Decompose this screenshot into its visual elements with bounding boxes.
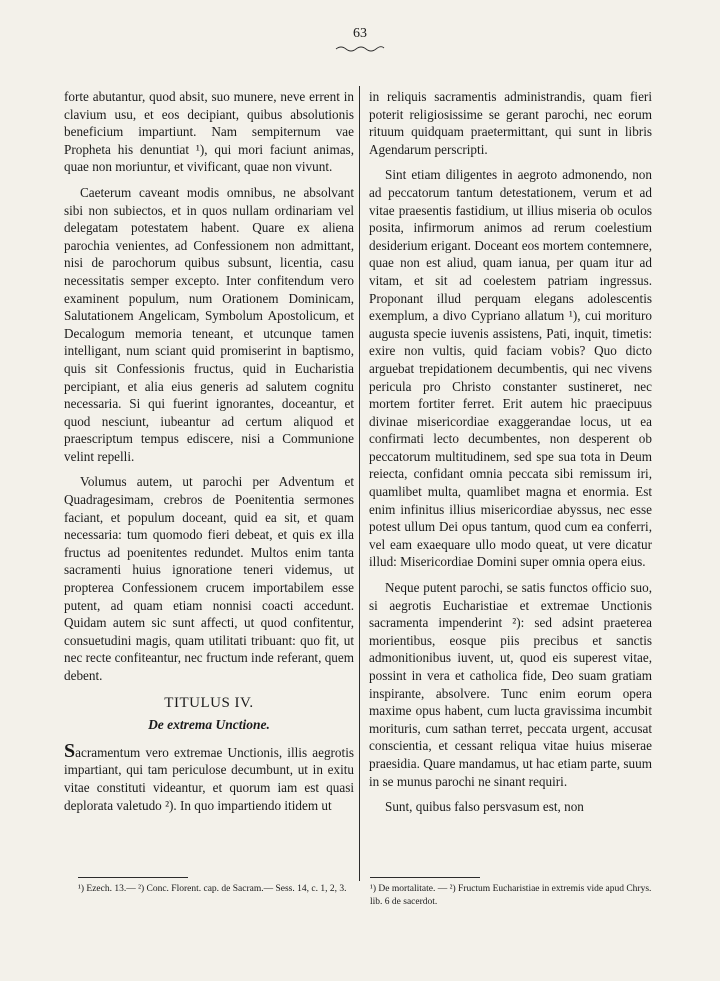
paragraph: Neque putent parochi, se satis functos officio suo, si aegrotis Eucharistiae et extremae Unctionis sacramenta impenderint ²): sed adsint praeterea morientibus, eosque piis precibus et sanctis admonitionibus iuvent, ut, quod eis superest vitae, possint in vera et catholica fide, Deo suam gratiam inspirante, absolvere. Tunc enim eorum opera maxime opus habent, cum lucta gravissima incumbit morituris, cum sathan terret, peccata urgent, accusat conscientia, et cessant reliqua vitae huius miserae praesidia. Quare mandamus, ut hac etiam parte, suum in se munus parochi ne sinant requiri. xyxy=(369,580,652,789)
paragraph: Sint etiam diligentes in aegroto admonendo, non ad peccatorum tantum detestationem, verum et ad vitae praesentis fastidium, ut illius miseria ob oculos posita, infirmorum animos ad rerum coelestium desiderium erigant. Doceant eos mortem contemnere, quae non est aliud, quam ianua, per quam itur ad vitam, et sit ad coelestem patriam ingressus. Proponant illud perquam elegans adolescentis exemplum, a divo Cypriano allatum ¹), cui morituro augusta specie iuvenis assistens, Pati, inquit, timetis: exire non vultis, quid faciam vobis? Quo dicto arguebat trepidationem decumbentis, qui nec vivens pericula pro Christo constanter sustineret, nec mortem fortiter ferret. Erit autem hic praecipuus divinae misericordiae exaggerandae locus, ut ea confirmati lecto decumbentes, non desperent ob peccatorum multitudinem, sed spe sua tota in Deum reiecta, confidant omnia peccata sibi remissum iri, quamlibet multa, quamlibet magna et enormia. Est enim infinitus illius misericordiae abyssus, nec esse potest ullum Dei opus tantum, quod cum ea conferri, vel eam exaequare ullo modo queat, ut vere dicatur illud: Misericordiae Domini super omnia opera eius. xyxy=(369,167,652,570)
right-column xyxy=(369,88,652,824)
left-column xyxy=(64,88,354,822)
paragraph-text: acramentum vero extremae Unctionis, illis aegrotis impartiant, qui tam periculose decumbunt, ut in exitu vitae constituti videantur, et quorum iam est quasi deplorata valetudo ²). In quo impartiendo itidem ut xyxy=(64,744,354,813)
paragraph: forte abutantur, quod absit, suo munere, neve errent in clavium usu, et eos decipiant, quibus absolutionis beneficium impartiunt. Nam sempiternum vae Propheta his denuntiat ¹), qui mori faciunt animas, quae non moriuntur, et vivificant, quae non vivunt. xyxy=(64,89,354,175)
page-number: 63 xyxy=(353,26,367,41)
paragraph: Volumus autem, ut parochi per Adventum et Quadragesimam, crebros de Poenitentia sermones faciant, et populum doceant, quid ea sit, et quam necessaria: tum quomodo fieri debeat, et quis ex illa fructus ad poenitentes redundet. Multos enim tanta sacramenti huius ignoratione teneri videmus, ut propterea Confessionem crucem importabilem esse putent, ad quam etiam nonnisi coacti accedunt. Quidam autem sic sunt affecti, ut quod confitentur, consuetudini magis, quam utilitati tribuant: quo fit, ut nec recte confiteantur, nec fructum inde referant, quem debent. xyxy=(64,474,354,683)
ornamental-flourish xyxy=(335,44,385,52)
paragraph: Caeterum caveant modis omnibus, ne absolvant sibi non subiectos, et in quos nullam ordinariam vel delegatam potestatem habent. Quare ex aliena parochia venientes, ad Confessionem non admittant, nisi de parochorum quibus subsunt, licentia, casu necessitatis semper excepto. Inter confitendum vero examinent populum, num Orationem Dominicam, Salutationem Angelicam, Symbolum Apostolicum, et Decalogum memoria teneant, et utcunque tamen intelligant, num sciant quid promiserint in baptismo, quis sit Confessionis fructus, quid in Eucharistia percipiant, et alia eius generis ad salutem cognitu necessaria. Si qui fuerint ignorantes, doceantur, et quod nesciunt, iubeantur ad certum aliquod et praescriptum tempus ediscere, nisi a Communione velint repelli. xyxy=(64,184,354,464)
drop-cap: S xyxy=(64,739,76,762)
footnote-rule xyxy=(78,877,188,878)
column-divider xyxy=(359,86,360,881)
footnote: ¹) De mortalitate. — ²) Fructum Eucharistiae in extremis vide apud Chrys. lib. 6 de sacerdot. xyxy=(370,884,652,907)
footnote: ¹) Ezech. 13.— ²) Conc. Florent. cap. de Sacram.— Sess. 14, c. 1, 2, 3. xyxy=(78,884,347,894)
section-title: TITULUS IV. xyxy=(164,694,254,711)
paragraph: Sunt, quibus falso persvasum est, non xyxy=(385,799,584,815)
footnote-rule xyxy=(370,877,480,878)
paragraph xyxy=(64,739,354,814)
section-subtitle: De extrema Unctione. xyxy=(148,717,270,733)
paragraph: in reliquis sacramentis administrandis, quam fieri poterit religiosissime se gerant parochi, nec eorum rituum quidquam praetermittant, qui sunt in libris Agendarum perscripti. xyxy=(369,89,652,157)
